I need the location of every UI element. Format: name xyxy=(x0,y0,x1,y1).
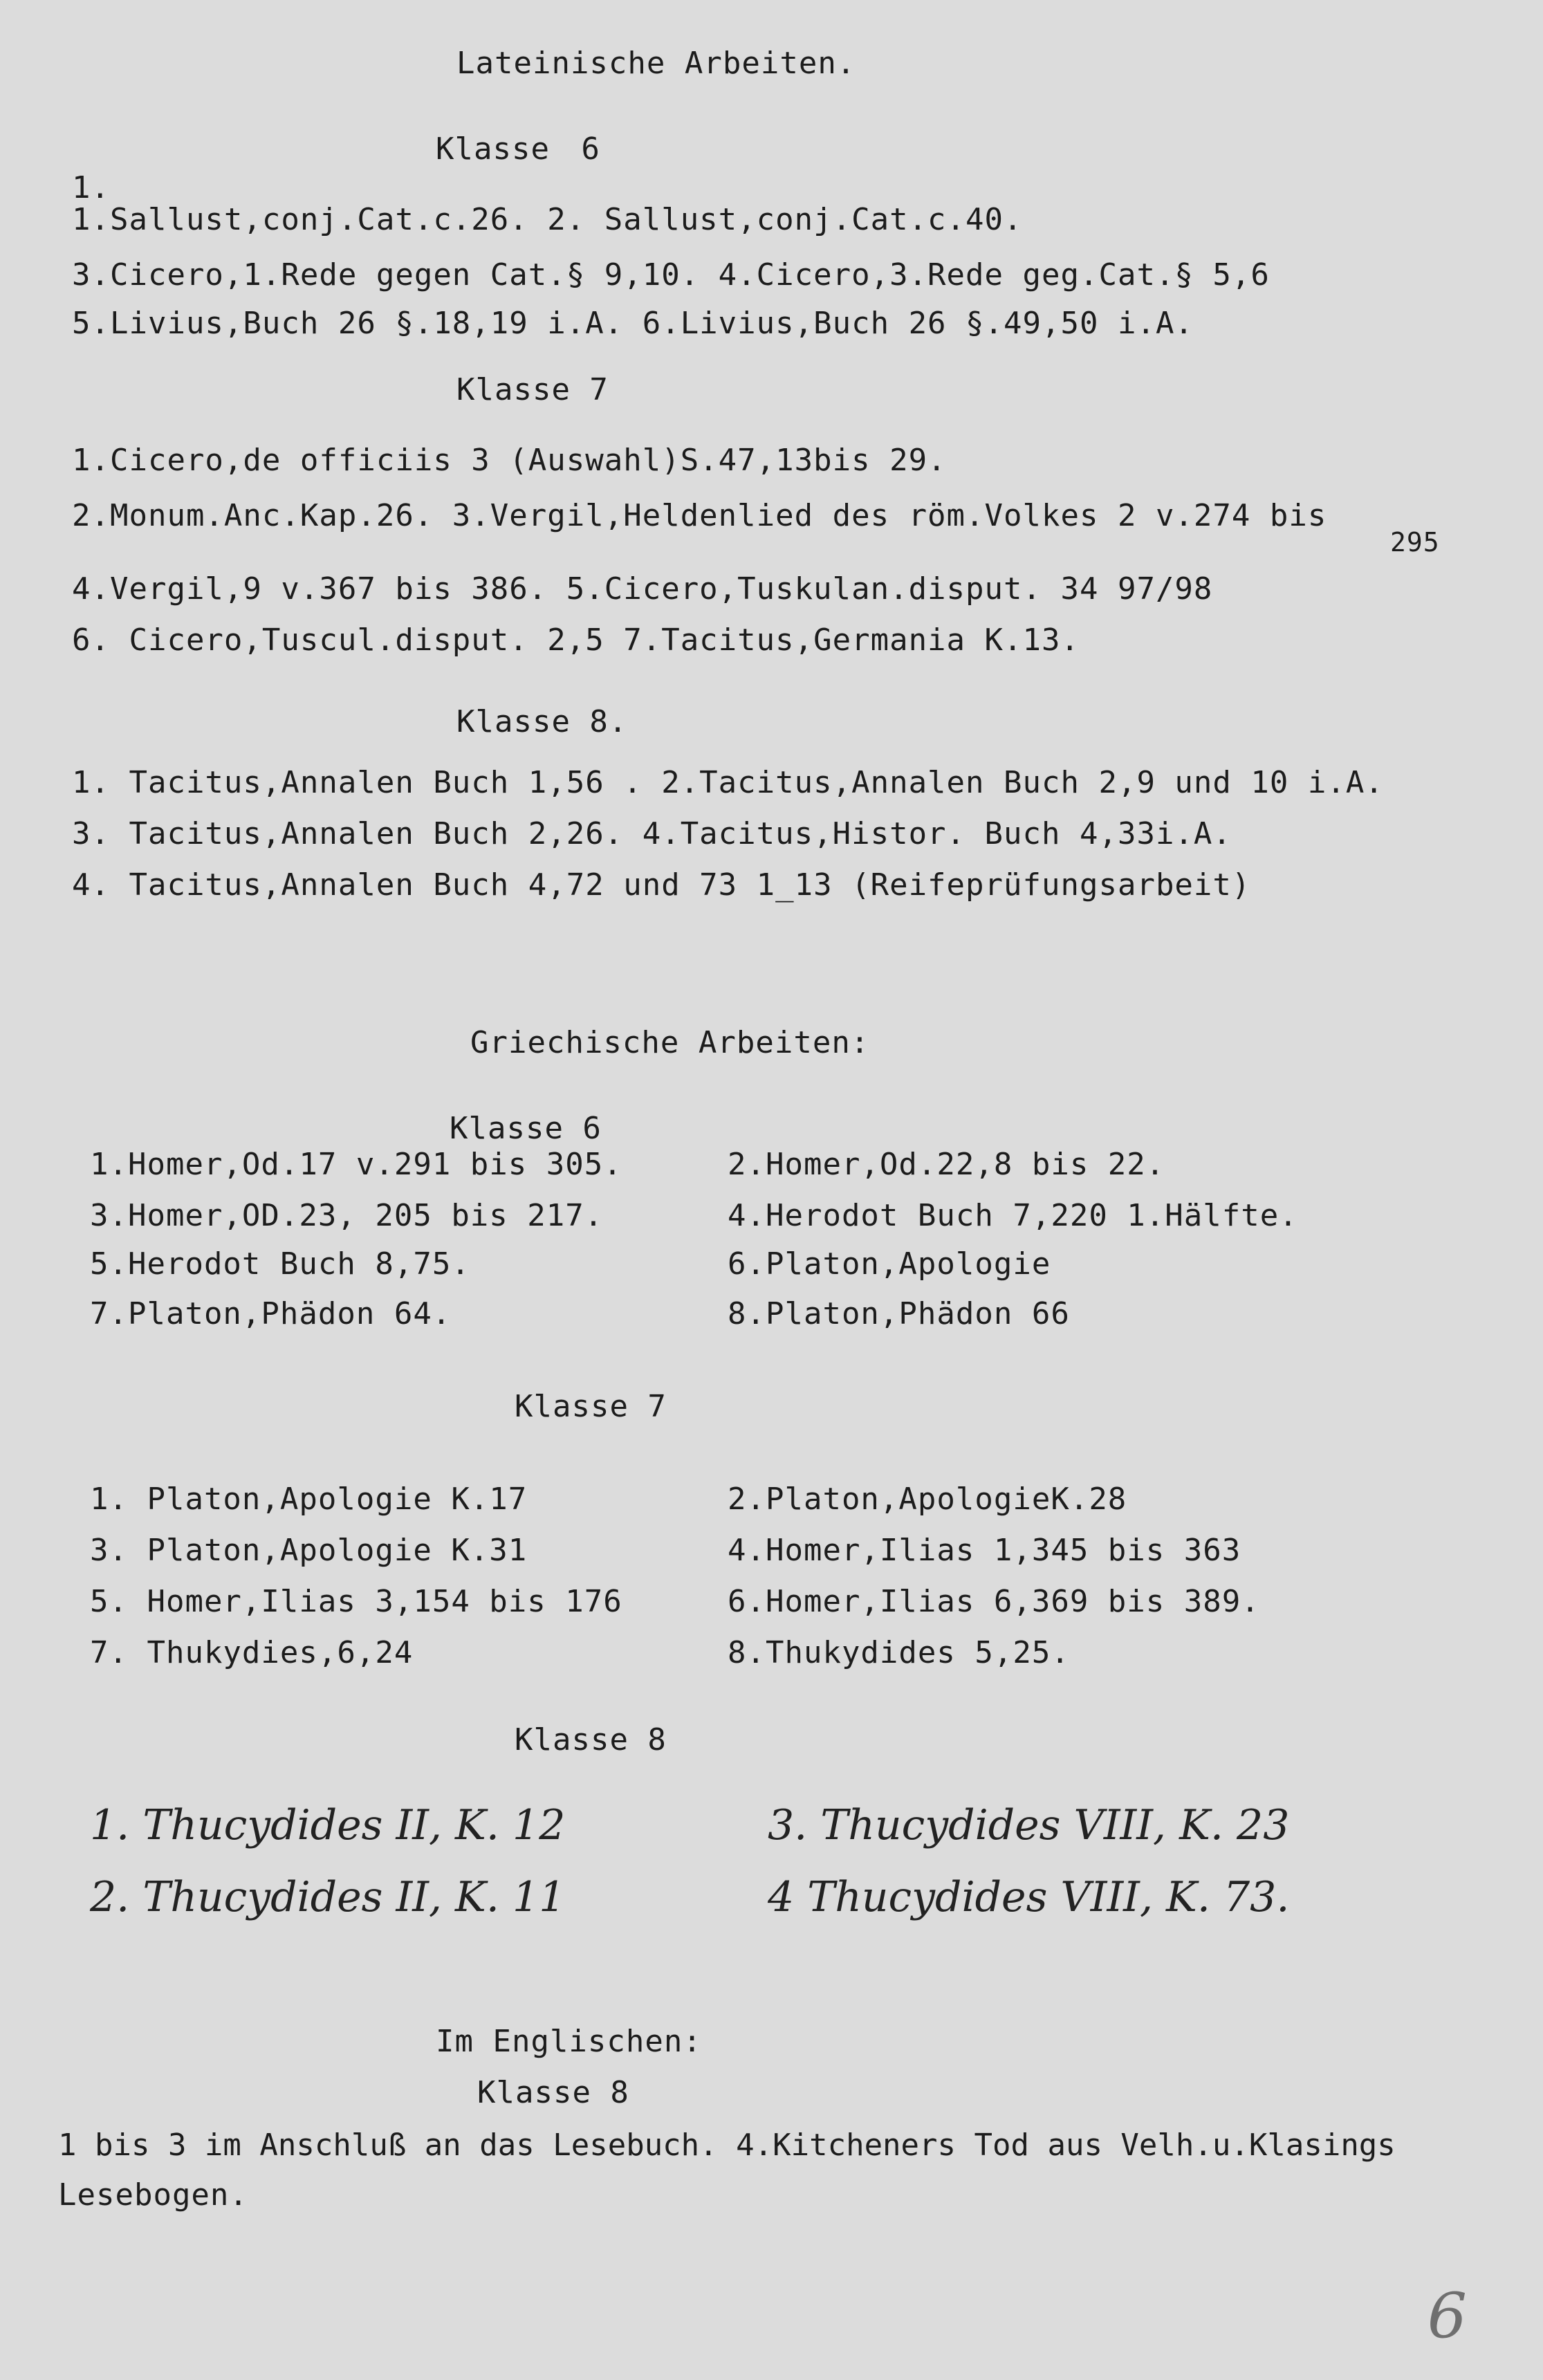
page-number: 6 xyxy=(1427,2280,1467,2352)
greek-k6-heading: Klasse 6 xyxy=(450,1111,602,1146)
greek-k6-item: 3.Homer,OD.23, 205 bis 217. xyxy=(90,1198,604,1233)
latin-k7-correction: 295 xyxy=(1390,527,1440,557)
latin-k7-line: 2.Monum.Anc.Kap.26. 3.Vergil,Heldenlied des röm.Volkes 2 v.274 bis xyxy=(72,498,1327,533)
greek-k6-item: 7.Platon,Phädon 64. xyxy=(90,1296,452,1331)
latin-k7-line: 6. Cicero,Tuscul.disput. 2,5 7.Tacitus,Germania K.13. xyxy=(72,622,1080,658)
greek-k7-item: 3. Platon,Apologie K.31 xyxy=(90,1533,528,1568)
greek-k6-item: 5.Herodot Buch 8,75. xyxy=(90,1246,470,1282)
latin-k7-line: 1.Cicero,de officiis 3 (Auswahl)S.47,13bis 29. xyxy=(72,443,947,478)
greek-k6-item: 6.Platon,Apologie xyxy=(728,1246,1051,1282)
english-title: Im Englischen: xyxy=(436,2024,702,2059)
greek-k8-handwritten-item: 4 Thucydides VIII, K. 73. xyxy=(768,1873,1290,1921)
greek-k7-item: 5. Homer,Ilias 3,154 bis 176 xyxy=(90,1584,622,1619)
latin-k8-line: 1. Tacitus,Annalen Buch 1,56 . 2.Tacitus,Annalen Buch 2,9 und 10 i.A. xyxy=(72,765,1384,800)
greek-k6-item: 8.Platon,Phädon 66 xyxy=(728,1296,1070,1331)
greek-k6-item: 1.Homer,Od.17 v.291 bis 305. xyxy=(90,1147,622,1182)
greek-k8-handwritten-item: 3. Thucydides VIII, K. 23 xyxy=(768,1801,1290,1849)
latin-k6-line: 3.Cicero,1.Rede gegen Cat.§ 9,10. 4.Cicero,3.Rede geg.Cat.§ 5,6 xyxy=(72,257,1270,293)
greek-title: Griechische Arbeiten: xyxy=(470,1025,870,1060)
greek-k7-heading: Klasse 7 xyxy=(515,1389,667,1424)
english-line: Lesebogen. xyxy=(58,2177,248,2213)
latin-k8-line: 3. Tacitus,Annalen Buch 2,26. 4.Tacitus,Histor. Buch 4,33i.A. xyxy=(72,816,1232,851)
latin-k8-line: 4. Tacitus,Annalen Buch 4,72 und 73 1_13 (Reifeprüfungsarbeit) xyxy=(72,867,1251,903)
latin-k6-line: 5.Livius,Buch 26 §.18,19 i.A. 6.Livius,Buch 26 §.49,50 i.A. xyxy=(72,306,1194,341)
greek-k6-item: 4.Herodot Buch 7,220 1.Hälfte. xyxy=(728,1198,1298,1233)
greek-k7-item: 4.Homer,Ilias 1,345 bis 363 xyxy=(728,1533,1241,1568)
greek-k8-handwritten-item: 1. Thucydides II, K. 12 xyxy=(90,1801,566,1849)
latin-k7-heading: Klasse 7 xyxy=(456,372,609,407)
greek-k7-item: 2.Platon,ApologieK.28 xyxy=(728,1482,1127,1517)
latin-k6-heading: Klasse 6 xyxy=(436,131,600,167)
greek-k8-handwritten-item: 2. Thucydides II, K. 11 xyxy=(90,1873,566,1921)
greek-k6-item: 2.Homer,Od.22,8 bis 22. xyxy=(728,1147,1165,1182)
greek-k7-item: 1. Platon,Apologie K.17 xyxy=(90,1482,528,1517)
greek-k7-item: 8.Thukydides 5,25. xyxy=(728,1635,1070,1670)
latin-k8-heading: Klasse 8. xyxy=(456,704,628,739)
latin-k6-marker: 1. xyxy=(72,170,110,205)
english-heading: Klasse 8 xyxy=(477,2075,629,2110)
latin-title: Lateinische Arbeiten. xyxy=(456,46,856,81)
latin-k6-line: 1.Sallust,conj.Cat.c.26. 2. Sallust,conj.Cat.c.40. xyxy=(72,202,1023,237)
greek-k8-heading: Klasse 8 xyxy=(515,1722,667,1758)
latin-k7-line: 4.Vergil,9 v.367 bis 386. 5.Cicero,Tuskulan.disput. 34 97/98 xyxy=(72,571,1213,607)
english-line: 1 bis 3 im Anschluß an das Lesebuch. 4.Kitcheners Tod aus Velh.u.Klasings xyxy=(58,2128,1396,2163)
greek-k7-item: 7. Thukydies,6,24 xyxy=(90,1635,414,1670)
greek-k7-item: 6.Homer,Ilias 6,369 bis 389. xyxy=(728,1584,1260,1619)
